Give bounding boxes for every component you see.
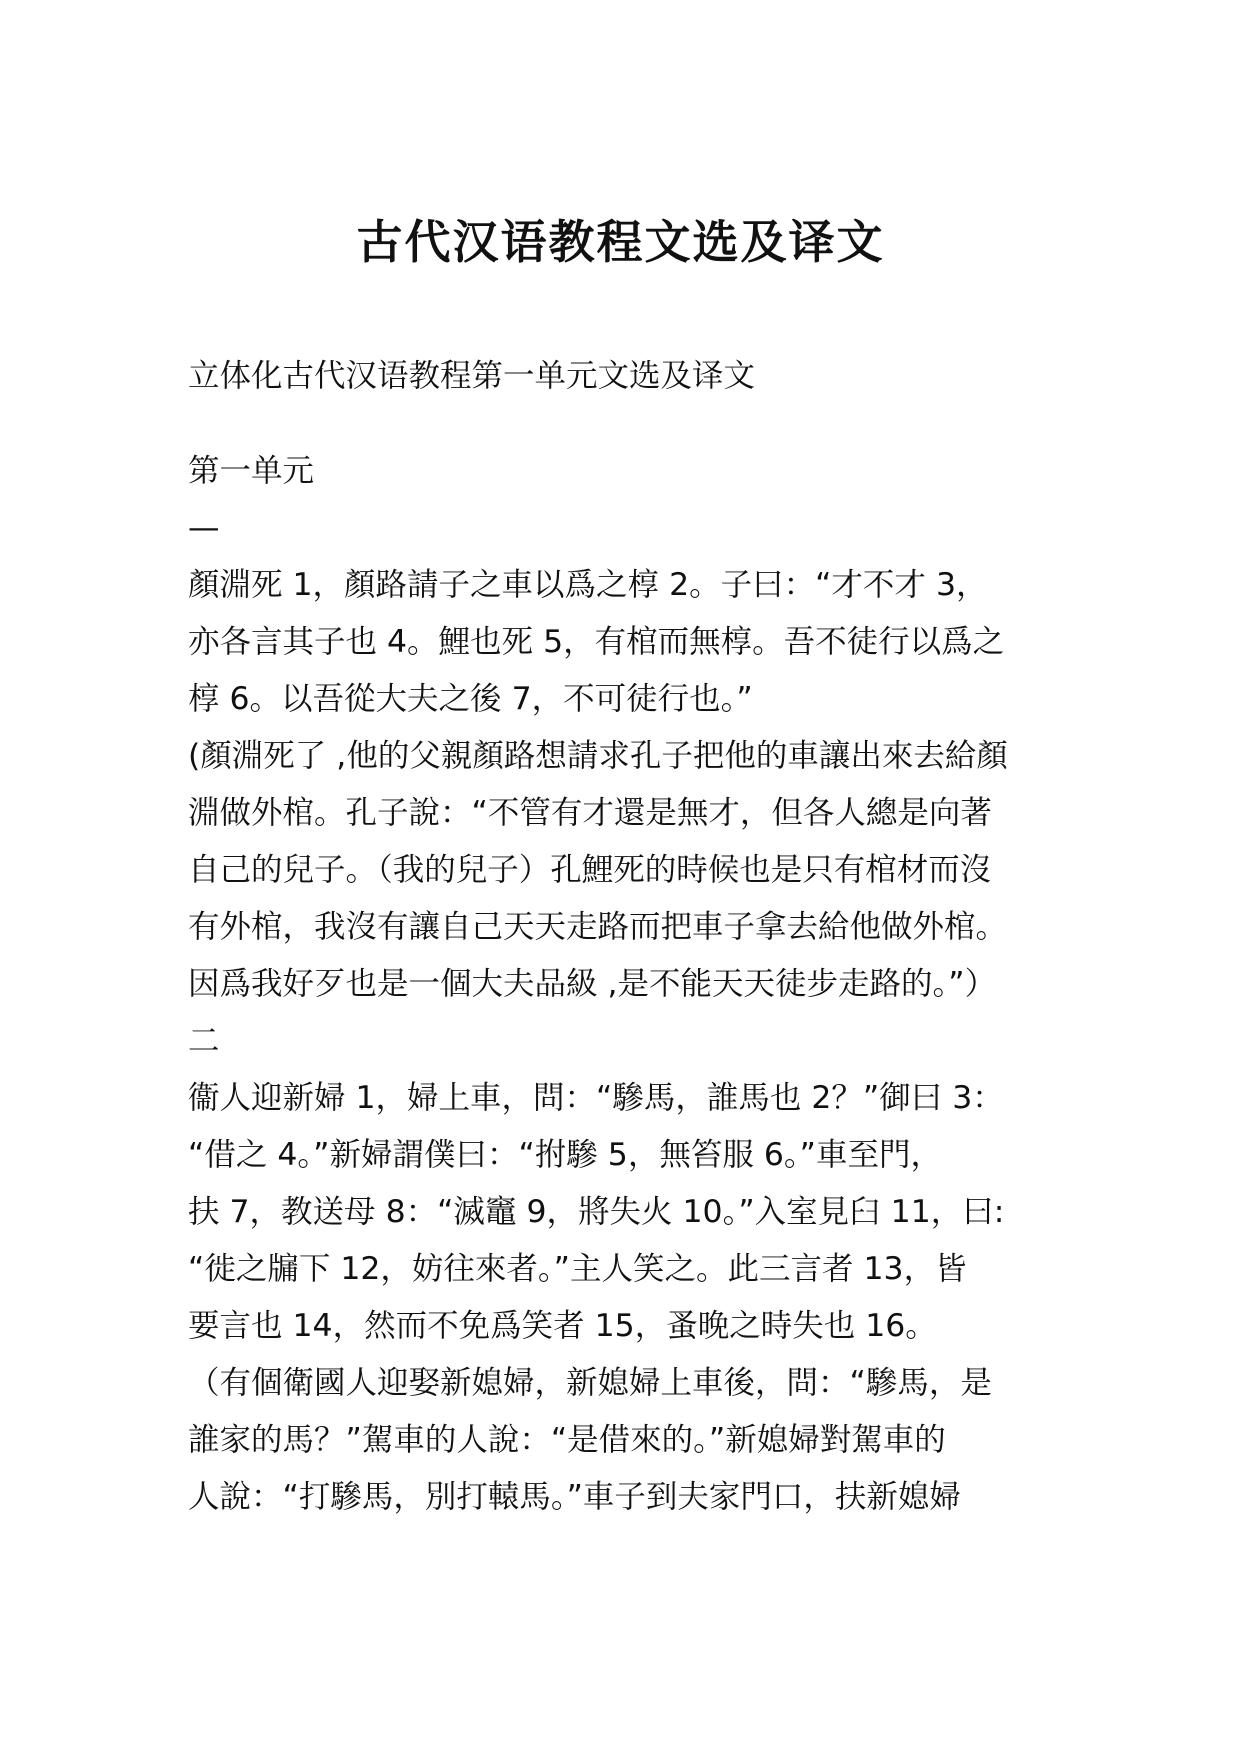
text-line: 衞人迎新婦 1，婦上車，問：“驂馬，誰馬也 2？”御曰 3：	[188, 1080, 1004, 1116]
text-line: 顏淵死 1，顏路請子之車以爲之椁 2。子曰：“才不才 3，	[188, 567, 988, 603]
document-title: 古代汉语教程文选及译文	[356, 215, 885, 269]
text-line: 因爲我好歹也是一個大夫品級 ,是不能天天徒步走路的。”）	[188, 966, 997, 1002]
text-line: 椁 6。以吾從大夫之後 7，不可徒行也。”	[188, 681, 753, 717]
text-line: 淵做外棺。孔子說：“不管有才還是無才，但各人總是向著	[188, 795, 992, 831]
text-line: 人說：“打驂馬，別打轅馬。”車子到夫家門口，扶新媳婦	[188, 1479, 961, 1515]
text-line: （有個衛國人迎娶新媳婦，新媳婦上車後，問：“驂馬，是	[188, 1365, 992, 1401]
text-line: 誰家的馬？”駕車的人說：“是借來的。”新媳婦對駕車的	[188, 1422, 946, 1458]
text-line: (顏淵死了 ,他的父親顏路想請求孔子把他的車讓出來去給顏	[188, 738, 1008, 774]
document-body	[188, 500, 1068, 1526]
section-marker-one: —	[188, 510, 220, 546]
text-line: 亦各言其子也 4。鯉也死 5，有棺而無椁。吾不徒行以爲之	[188, 624, 1005, 660]
unit-heading: 第一单元	[188, 453, 315, 489]
section-marker-two: 二	[188, 1023, 220, 1059]
text-line: 扶 7，教送母 8：“滅竈 9，將失火 10。”入室見臼 11，曰:	[188, 1194, 1005, 1230]
text-line: “借之 4。”新婦謂僕曰：“拊驂 5，無笞服 6。”車至門，	[188, 1137, 942, 1173]
text-line: 自己的兒子。（我的兒子）孔鯉死的時候也是只有棺材而沒	[188, 852, 992, 888]
document-subtitle: 立体化古代汉语教程第一单元文选及译文	[188, 358, 756, 394]
text-line: 有外棺，我沒有讓自己天天走路而把車子拿去給他做外棺。	[188, 909, 1008, 945]
text-line: 要言也 14，然而不免爲笑者 15，蚤晚之時失也 16。	[188, 1308, 937, 1344]
text-line: “徙之牖下 12，妨往來者。”主人笑之。此三言者 13，皆	[188, 1251, 967, 1287]
